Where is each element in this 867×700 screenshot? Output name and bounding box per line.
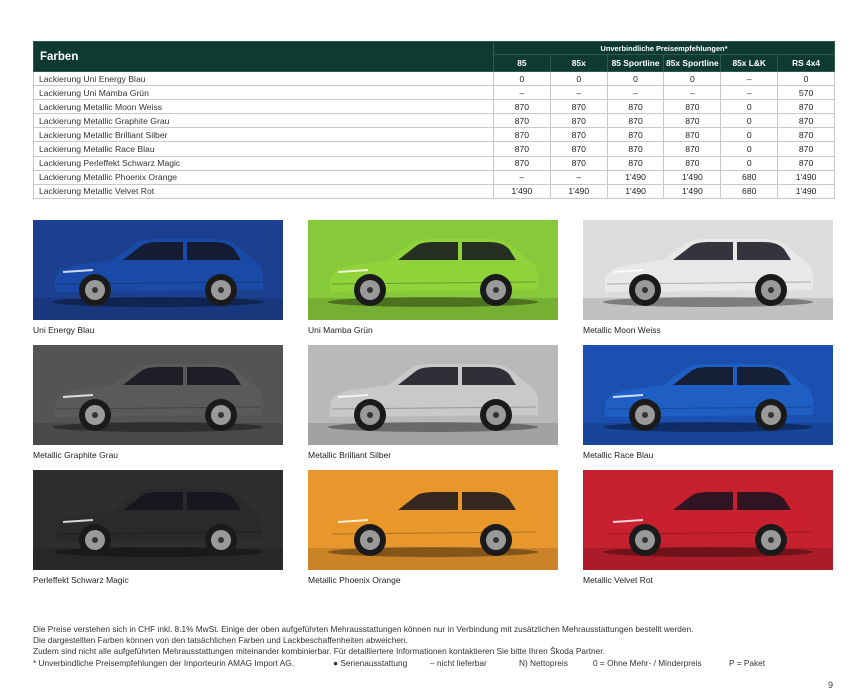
- price-cell: 0: [721, 142, 778, 156]
- price-cell: 0: [721, 128, 778, 142]
- legend-importer: * Unverbindliche Preisempfehlungen der Importeurin AMAG Import AG.: [33, 658, 295, 668]
- price-cell: 1'490: [550, 184, 607, 198]
- car-caption: Metallic Moon Weiss: [583, 325, 661, 335]
- legend-serial: ● Serienausstattung: [333, 658, 408, 668]
- price-cell: 680: [721, 170, 778, 184]
- column-header: 85x L&K: [721, 55, 778, 72]
- car-caption: Metallic Velvet Rot: [583, 575, 653, 585]
- column-header: 85x Sportline: [664, 55, 721, 72]
- legend-net-price: N) Nettopreis: [519, 658, 568, 668]
- price-cell: 870: [607, 114, 664, 128]
- row-label: Lackierung Uni Mamba Grün: [34, 86, 494, 100]
- legend-package: P = Paket: [729, 658, 766, 668]
- table-row: [34, 184, 835, 198]
- price-cell: 870: [664, 156, 721, 170]
- row-label: Lackierung Metallic Graphite Grau: [34, 114, 494, 128]
- price-cell: 870: [778, 100, 835, 114]
- price-cell: 1'490: [778, 170, 835, 184]
- price-cell: 0: [494, 72, 551, 86]
- car-caption: Uni Energy Blau: [33, 325, 95, 335]
- car-image: [33, 345, 283, 445]
- price-cell: 870: [778, 156, 835, 170]
- column-header: RS 4x4: [778, 55, 835, 72]
- price-cell: 870: [550, 114, 607, 128]
- price-cell: 870: [550, 100, 607, 114]
- price-cell: 570: [778, 86, 835, 100]
- row-label: Lackierung Metallic Phoenix Orange: [34, 170, 494, 184]
- car-image: [583, 470, 833, 570]
- car-image: [583, 345, 833, 445]
- table-row: [34, 100, 835, 114]
- price-cell: 680: [721, 184, 778, 198]
- car-caption: Metallic Graphite Grau: [33, 450, 119, 460]
- price-cell: 870: [664, 142, 721, 156]
- price-cell: 870: [778, 142, 835, 156]
- price-cell: 0: [721, 114, 778, 128]
- column-header: 85 Sportline: [607, 55, 664, 72]
- car-image: [308, 470, 558, 570]
- footnote-line: Zudem sind nicht alle aufgeführten Mehrausstattungen miteinander kombinierbar. Für detailliertere Informationen kontaktieren Sie bitte Ihren Škoda Partner.: [33, 645, 605, 656]
- table-title: Farben: [34, 42, 494, 72]
- table-row: [34, 72, 835, 86]
- price-cell: 870: [494, 142, 551, 156]
- price-cell: 870: [664, 114, 721, 128]
- row-label: Lackierung Metallic Moon Weiss: [34, 100, 494, 114]
- price-cell: –: [664, 86, 721, 100]
- price-cell: 0: [550, 72, 607, 86]
- table-row: [34, 128, 835, 142]
- legend-zero: 0 = Ohne Mehr- / Minderpreis: [593, 658, 702, 668]
- price-group-header: Unverbindliche Preisempfehlungen*: [494, 42, 835, 55]
- price-cell: 870: [550, 142, 607, 156]
- footnote-line: Die Preise verstehen sich in CHF inkl. 8.1% MwSt. Einige der oben aufgeführten Mehrausstattungen können nur in Verbindung mit zusätzlichen Mehrausstattungen bestellt werden.: [33, 624, 694, 634]
- row-label: Lackierung Metallic Race Blau: [34, 142, 494, 156]
- table-row: [34, 86, 835, 100]
- price-cell: 870: [778, 128, 835, 142]
- price-cell: 870: [607, 142, 664, 156]
- price-cell: –: [550, 86, 607, 100]
- price-cell: 0: [664, 72, 721, 86]
- price-cell: 870: [494, 156, 551, 170]
- car-caption: Perleffekt Schwarz Magic: [33, 575, 129, 585]
- legend-not-available: – nicht lieferbar: [430, 658, 487, 668]
- price-cell: 0: [778, 72, 835, 86]
- row-label: Lackierung Metallic Velvet Rot: [34, 184, 494, 198]
- price-cell: 1'490: [664, 170, 721, 184]
- row-label: Lackierung Perleffekt Schwarz Magic: [34, 156, 494, 170]
- price-cell: 0: [721, 156, 778, 170]
- column-header: 85x: [550, 55, 607, 72]
- car-image: [583, 220, 833, 320]
- price-cell: 870: [607, 128, 664, 142]
- footnotes: [33, 624, 833, 656]
- price-cell: 1'490: [494, 184, 551, 198]
- price-cell: 0: [607, 72, 664, 86]
- price-cell: 870: [664, 100, 721, 114]
- color-price-table: [33, 41, 835, 199]
- price-cell: –: [494, 86, 551, 100]
- price-cell: 1'490: [607, 184, 664, 198]
- table-row: [34, 156, 835, 170]
- price-cell: 870: [778, 114, 835, 128]
- row-label: Lackierung Metallic Brilliant Silber: [34, 128, 494, 142]
- price-cell: 870: [607, 156, 664, 170]
- price-cell: 1'490: [664, 184, 721, 198]
- car-caption: Metallic Brilliant Silber: [308, 450, 392, 460]
- price-cell: 1'490: [778, 184, 835, 198]
- price-cell: –: [607, 86, 664, 100]
- car-image: [308, 345, 558, 445]
- price-cell: 870: [494, 100, 551, 114]
- price-cell: 870: [664, 128, 721, 142]
- car-image: [33, 220, 283, 320]
- price-cell: –: [494, 170, 551, 184]
- table-row: [34, 142, 835, 156]
- car-caption: Metallic Race Blau: [583, 450, 654, 460]
- car-image: [308, 220, 558, 320]
- price-cell: –: [721, 86, 778, 100]
- column-header: 85: [494, 55, 551, 72]
- car-caption: Metallic Phoenix Orange: [308, 575, 401, 585]
- price-cell: 870: [494, 114, 551, 128]
- price-cell: 870: [607, 100, 664, 114]
- car-image: [33, 470, 283, 570]
- table-row: [34, 114, 835, 128]
- footnote-line: Die dargestellten Farben können von den tatsächlichen Farben und Lackbeschaffenheiten abweichen.: [33, 634, 408, 645]
- price-cell: 1'490: [607, 170, 664, 184]
- page-number: 9: [827, 680, 833, 690]
- car-caption: Uni Mamba Grün: [308, 325, 373, 335]
- row-label: Lackierung Uni Energy Blau: [34, 72, 494, 86]
- table-row: [34, 170, 835, 184]
- price-cell: 870: [550, 156, 607, 170]
- price-cell: 870: [494, 128, 551, 142]
- price-cell: 0: [721, 100, 778, 114]
- price-cell: –: [550, 170, 607, 184]
- price-cell: 870: [550, 128, 607, 142]
- price-cell: –: [721, 72, 778, 86]
